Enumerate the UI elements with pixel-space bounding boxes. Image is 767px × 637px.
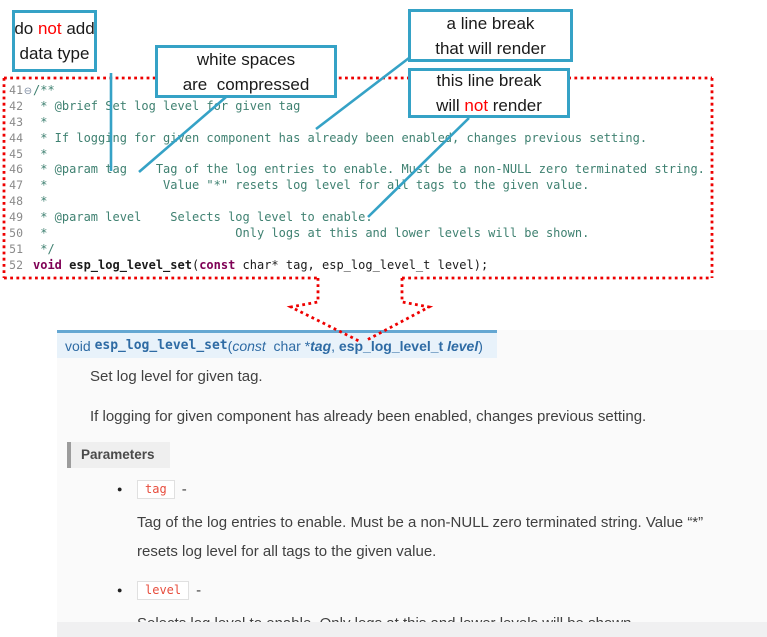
line-number: 46 [9,162,23,177]
code-line [4,258,712,274]
code-line [4,242,712,258]
code-text: * [33,114,48,129]
code-text: void esp_log_level_set(const char* tag, esp_log_level_t level); [33,257,489,272]
line-number: 45 [9,146,23,161]
signature-segment: tag [310,337,332,354]
parameter-list [117,478,767,637]
brief-text: Set log level for given tag. [90,368,263,385]
signature-segment: * [304,337,311,354]
code-text: * @param tag Tag of the log entries to enable. Must be a non-NULL zero terminated string. [33,162,705,177]
signature-segment: ) [478,337,483,354]
param-name-badge: level [137,581,189,600]
panel-footer-strip [57,622,767,637]
function-signature-bar [57,330,497,358]
code-text: * [33,194,48,209]
code-text: * @brief Set log level for given tag [33,98,301,113]
code-line [4,194,712,210]
code-line [4,147,712,163]
signature-segment: char [265,337,305,354]
code-line [4,178,712,194]
line-number: 47 [9,178,23,193]
param-dash: - [181,480,187,498]
code-text: * Value "*" resets log level for all tags to the given value. [33,178,590,193]
code-line [4,115,712,131]
line-number: 43 [9,114,23,129]
code-line [4,99,712,115]
param-description-line: Tag of the log entries to enable. Must be a non-NULL zero terminated string. Value “*” [137,514,704,531]
code-editor [4,78,712,278]
parameter-item [117,478,767,566]
callout-no-datatype [12,10,97,72]
callout-whitespace [155,45,337,98]
callout-text: are compressed [182,74,310,94]
line-number: 52 [9,257,23,272]
callout-break-renders [408,9,573,62]
callout-text: white spaces [196,49,296,69]
code-text: */ [33,241,55,256]
description-text: If logging for given component has already been enabled, changes previous setting. [90,408,647,425]
code-text: * [33,146,48,161]
signature-segment: void [65,337,95,354]
signature-segment: ( [227,337,233,354]
code-text: * @param level Selects log level to enable. [33,210,373,225]
callout-text: that will render [435,38,546,58]
signature-segment: const [232,337,266,354]
code-line [4,162,712,178]
callout-break-not-render [408,68,570,118]
code-text: * If logging for given component has already been enabled, changes previous setting. [33,130,648,145]
code-line [4,226,712,242]
code-line [4,83,712,99]
signature-segment: esp_log_level_t [338,337,448,354]
signature-segment: , [331,337,339,354]
line-number: 44 [9,130,23,145]
code-text: /** [33,83,55,97]
line-number: 42 [9,98,23,113]
callout-text: do not add [14,19,95,38]
line-number: 50 [9,226,23,241]
callout-text: data type [19,44,90,63]
fold-minus-icon[interactable]: ⊖ [23,86,33,97]
callout-text: a line break [446,13,535,33]
signature-segment: esp_log_level_set [94,338,228,353]
line-number: 48 [9,194,23,209]
line-number: 49 [9,210,23,225]
bullet-icon: ● [117,585,123,595]
callout-text: this line break [436,71,542,90]
param-description-line: resets log level for all tags to the given value. [137,543,437,560]
code-line [4,131,712,147]
callout-text: will not render [436,96,542,115]
code-text: * Only logs at this and lower levels will be shown. [33,226,590,241]
param-name-badge: tag [137,480,175,499]
line-number: 51 [9,241,23,256]
bullet-icon: ● [117,484,123,494]
param-dash: - [196,581,202,599]
signature-segment: level [447,337,479,354]
line-number: 41 [9,83,23,97]
code-line [4,210,712,226]
rendered-docs-panel [57,330,767,637]
parameters-heading: Parameters [67,442,170,468]
